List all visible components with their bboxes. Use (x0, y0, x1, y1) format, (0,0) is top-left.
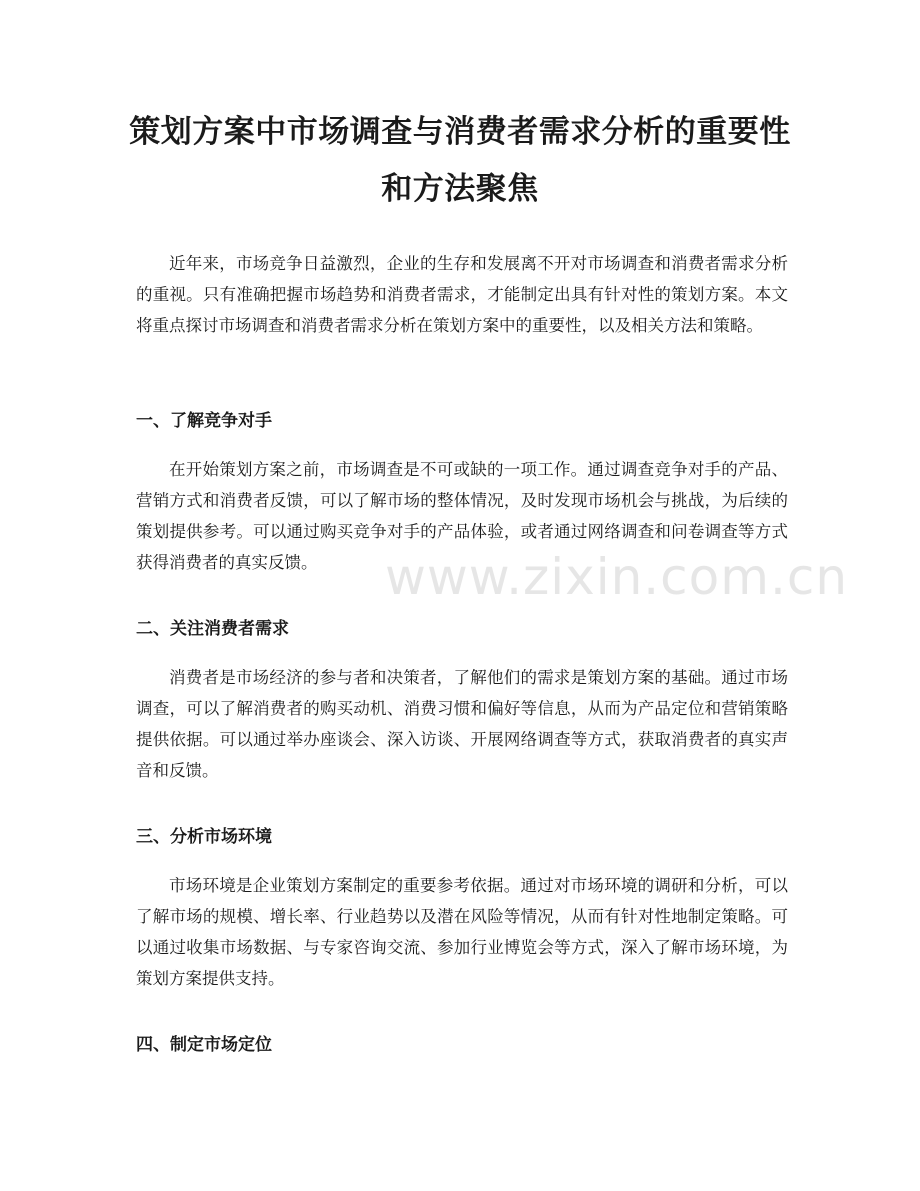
section-heading-1: 一、了解竞争对手 (136, 411, 272, 431)
section-body-1: 在开始策划方案之前，市场调查是不可或缺的一项工作。通过调查竞争对手的产品、营销方式和消费者反馈，可以了解市场的整体情况，及时发现市场机会与挑战，为后续的策划提供参考。可以通过购买竞争对手的产品体验，或者通过网络调查和问卷调查等方式获得消费者的真实反馈。 (136, 460, 788, 572)
section-body-3: 市场环境是企业策划方案制定的重要参考依据。通过对市场环境的调研和分析，可以了解市场的规模、增长率、行业趋势以及潜在风险等情况，从而有针对性地制定策略。可以通过收集市场数据、与专家咨询交流、参加行业博览会等方式，深入了解市场环境，为策划方案提供支持。 (136, 876, 788, 988)
document-title: 策划方案中市场调查与消费者需求分析的重要性和方法聚焦 (129, 114, 791, 207)
intro-paragraph: 近年来，市场竞争日益激烈，企业的生存和发展离不开对市场调查和消费者需求分析的重视。只有准确把握市场趋势和消费者需求，才能制定出具有针对性的策划方案。本文将重点探讨市场调查和消费者需求分析在策划方案中的重要性，以及相关方法和策略。 (136, 254, 788, 335)
section-heading-4: 四、制定市场定位 (136, 1035, 272, 1055)
section-body-2: 消费者是市场经济的参与者和决策者，了解他们的需求是策划方案的基础。通过市场调查，可以了解消费者的购买动机、消费习惯和偏好等信息，从而为产品定位和营销策略提供依据。可以通过举办座谈会、深入访谈、开展网络调查等方式，获取消费者的真实声音和反馈。 (136, 668, 788, 780)
section-heading-2: 二、关注消费者需求 (136, 619, 289, 639)
section-heading-3: 三、分析市场环境 (136, 827, 272, 847)
watermark: www.zixin.com.cn (385, 548, 849, 606)
